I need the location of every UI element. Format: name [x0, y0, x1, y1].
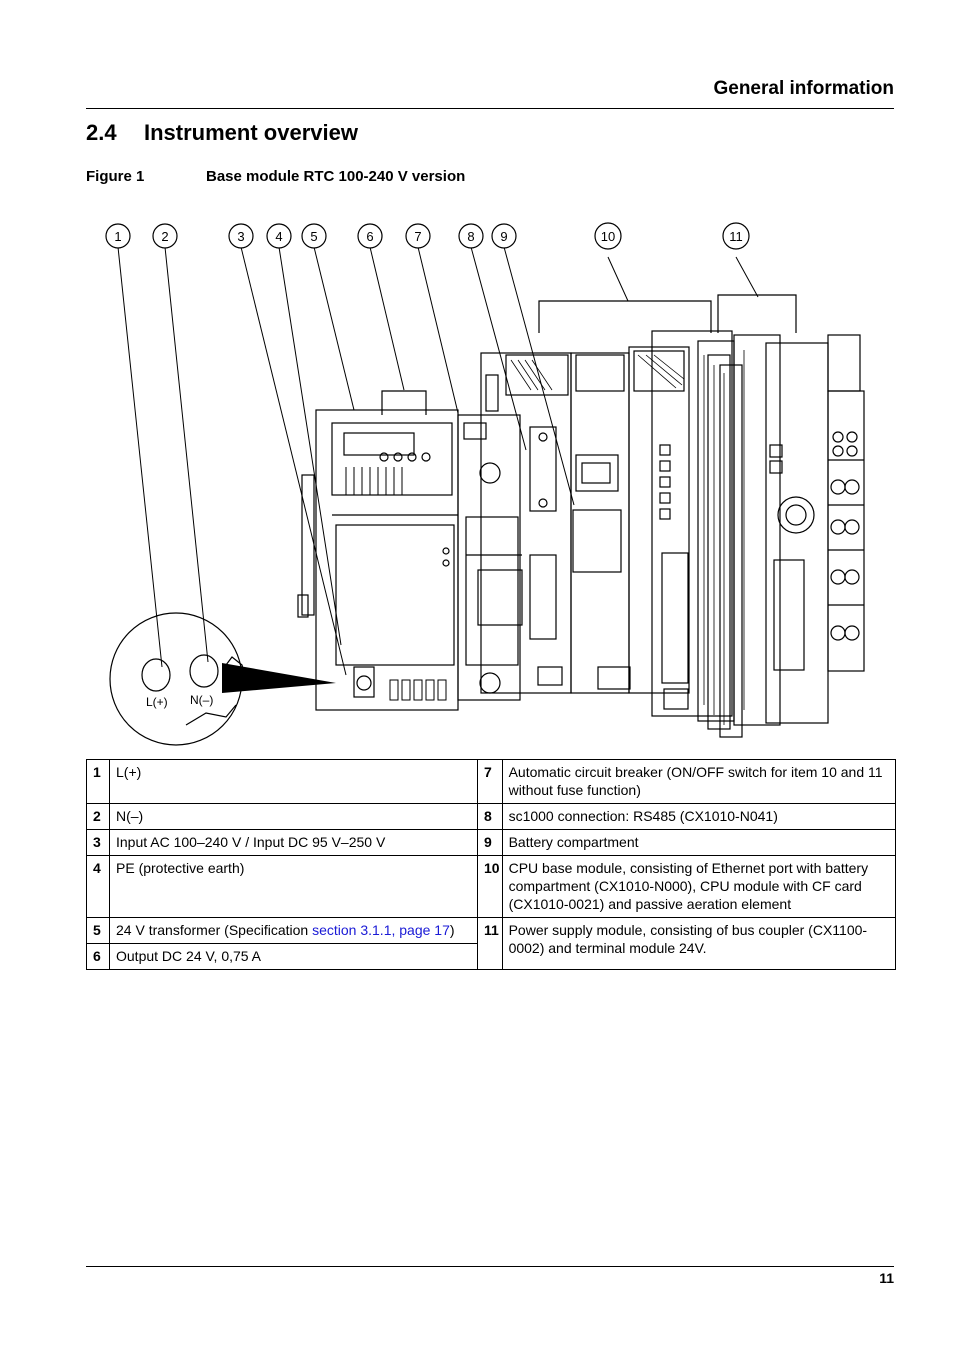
- svg-text:7: 7: [414, 229, 422, 244]
- legend-row: [87, 760, 896, 804]
- aeration-module-block: [652, 331, 780, 737]
- page-number: 11: [879, 1270, 894, 1286]
- svg-text:6: 6: [366, 229, 374, 244]
- legend-description: N(–): [110, 804, 478, 830]
- legend-description: L(+): [110, 760, 478, 804]
- legend-description: Automatic circuit breaker (ON/OFF switch for item 10 and 11 without fuse function): [502, 760, 895, 804]
- legend-number: 11: [478, 918, 503, 970]
- callout-8: [459, 224, 483, 248]
- inset-label-l: L(+): [146, 695, 168, 709]
- terminal-inset: [110, 613, 336, 745]
- legend-number: 6: [87, 944, 110, 970]
- callout-10: [595, 223, 621, 249]
- legend-number: 8: [478, 804, 503, 830]
- legend-description: sc1000 connection: RS485 (CX1010-N041): [502, 804, 895, 830]
- footer-rule: [86, 1266, 894, 1267]
- svg-text:1: 1: [114, 229, 122, 244]
- instrument-diagram: [86, 205, 894, 750]
- callout-11: [723, 223, 749, 249]
- callout-9: [492, 224, 516, 248]
- callout-5: [302, 224, 326, 248]
- legend-row: [87, 856, 896, 918]
- callout-2: [153, 224, 177, 248]
- circuit-breaker-block: [443, 415, 522, 700]
- power-module-11-block: [766, 335, 864, 723]
- legend-number: 4: [87, 856, 110, 918]
- section-title: Instrument overview: [144, 120, 358, 145]
- legend-description: CPU base module, consisting of Ethernet port with battery compartment (CX1010-N000), CPU module with CF card (CX1010-0021) and passive aeration element: [502, 856, 895, 918]
- legend-table: [86, 759, 896, 970]
- callout-4: [267, 224, 291, 248]
- legend-description: Battery compartment: [502, 830, 895, 856]
- legend-row: [87, 918, 896, 944]
- spec-text-prefix: 24 V transformer (Specification: [116, 922, 313, 938]
- svg-text:10: 10: [600, 229, 616, 244]
- legend-number: 5: [87, 918, 110, 944]
- svg-text:11: 11: [729, 229, 743, 244]
- svg-text:5: 5: [310, 229, 318, 244]
- legend-description: Output DC 24 V, 0,75 A: [110, 944, 478, 970]
- callout-3: [229, 224, 253, 248]
- legend-number: 9: [478, 830, 503, 856]
- figure-label: Figure 1: [86, 168, 145, 185]
- legend-number: 7: [478, 760, 503, 804]
- inset-label-n: N(–): [190, 693, 214, 707]
- callouts: [106, 223, 749, 249]
- svg-text:9: 9: [500, 229, 508, 244]
- callout-6: [358, 224, 382, 248]
- legend-description: [110, 918, 478, 944]
- svg-text:4: 4: [275, 229, 283, 244]
- running-header: General information: [713, 78, 894, 99]
- callout-1: [106, 224, 130, 248]
- figure-caption: Base module RTC 100-240 V version: [206, 168, 466, 185]
- callout-7: [406, 224, 430, 248]
- legend-row: [87, 830, 896, 856]
- spec-text-suffix: ): [449, 922, 455, 938]
- legend-number: 1: [87, 760, 110, 804]
- svg-text:8: 8: [467, 229, 475, 244]
- svg-text:2: 2: [161, 229, 169, 244]
- svg-text:3: 3: [237, 229, 245, 244]
- legend-description: Power supply module, consisting of bus coupler (CX1100-0002) and terminal module 24V.: [502, 918, 895, 970]
- legend-number: 2: [87, 804, 110, 830]
- legend-number: 3: [87, 830, 110, 856]
- legend-description: PE (protective earth): [110, 856, 478, 918]
- legend-number: 10: [478, 856, 503, 918]
- power-supply-block: [316, 410, 458, 710]
- legend-row: [87, 804, 896, 830]
- section-number: 2.4: [86, 120, 117, 145]
- section-link[interactable]: section 3.1.1, page 17: [312, 922, 450, 938]
- legend-description: Input AC 100–240 V / Input DC 95 V–250 V: [110, 830, 478, 856]
- header-rule: [86, 108, 894, 109]
